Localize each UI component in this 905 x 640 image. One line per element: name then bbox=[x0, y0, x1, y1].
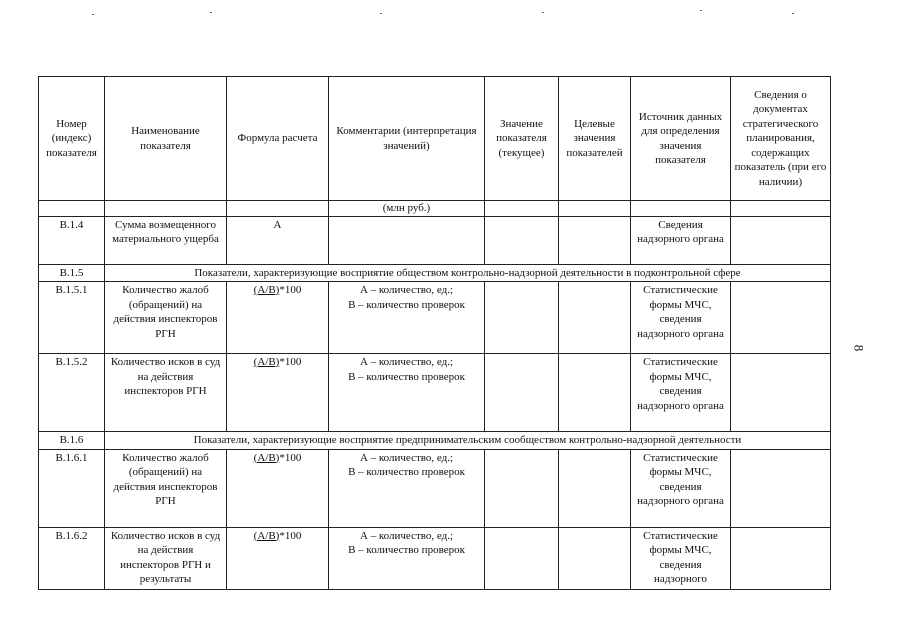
indicator-source: Статистические формы МЧС, сведения надзорного bbox=[631, 527, 731, 589]
section-number: В.1.6 bbox=[39, 432, 105, 450]
indicator-current-value bbox=[485, 282, 559, 354]
section-row bbox=[39, 264, 831, 282]
formula-ratio: (А/В) bbox=[253, 529, 280, 542]
scan-speck bbox=[792, 13, 794, 14]
scan-speck bbox=[380, 13, 382, 14]
formula-multiplier: *100 bbox=[279, 284, 302, 296]
table-row bbox=[39, 282, 831, 354]
indicator-target-value bbox=[559, 527, 631, 589]
indicator-target-value bbox=[559, 282, 631, 354]
unit-row bbox=[39, 201, 831, 217]
comment-line-a: А – количество, ед.; bbox=[359, 451, 454, 464]
header-cell: Комментарии (интерпретация значений) bbox=[329, 77, 485, 201]
indicator-number: В.1.4 bbox=[39, 216, 105, 264]
indicator-comment bbox=[329, 282, 485, 354]
header-cell: Источник данных для определения значения показателя bbox=[631, 77, 731, 201]
comment-line-b: В – количество проверок bbox=[348, 298, 465, 311]
indicator-formula bbox=[227, 282, 329, 354]
indicator-name: Сумма возмещенного материального ущерба bbox=[105, 216, 227, 264]
comment-line-b: В – количество проверок bbox=[348, 370, 465, 383]
formula-ratio: (А/В) bbox=[253, 356, 280, 368]
indicator-strategic-docs bbox=[731, 282, 831, 354]
indicator-strategic-docs bbox=[731, 449, 831, 527]
table-header-row bbox=[39, 77, 831, 201]
formula-multiplier: *100 bbox=[279, 529, 302, 542]
comment-line-a: А – количество, ед.; bbox=[359, 284, 454, 296]
unit-label: (млн руб.) bbox=[329, 201, 485, 217]
indicator-comment bbox=[329, 527, 485, 589]
table-row bbox=[39, 216, 831, 264]
indicator-table bbox=[38, 76, 831, 590]
indicator-number: В.1.5.2 bbox=[39, 354, 105, 432]
indicator-formula: А bbox=[227, 216, 329, 264]
indicator-current-value bbox=[485, 216, 559, 264]
indicator-target-value bbox=[559, 216, 631, 264]
formula-multiplier: *100 bbox=[279, 451, 302, 464]
indicator-current-value bbox=[485, 449, 559, 527]
indicator-source: Статистические формы МЧС, сведения надзорного органа bbox=[631, 449, 731, 527]
section-title: Показатели, характеризующие восприятие обществом контрольно-надзорной деятельности в подконтрольной сфере bbox=[105, 264, 831, 282]
scan-speck bbox=[700, 10, 702, 11]
indicator-formula bbox=[227, 449, 329, 527]
indicator-table-container bbox=[38, 76, 830, 590]
header-cell: Формула расчета bbox=[227, 77, 329, 201]
indicator-formula bbox=[227, 354, 329, 432]
section-number: В.1.5 bbox=[39, 264, 105, 282]
indicator-strategic-docs bbox=[731, 354, 831, 432]
header-cell: Номер (индекс) показателя bbox=[39, 77, 105, 201]
indicator-number: В.1.5.1 bbox=[39, 282, 105, 354]
indicator-comment bbox=[329, 354, 485, 432]
indicator-name: Количество жалоб (обращений) на действия инспекторов РГН bbox=[105, 449, 227, 527]
indicator-number: В.1.6.1 bbox=[39, 449, 105, 527]
indicator-name: Количество исков в суд на действия инспекторов РГН и результаты bbox=[105, 527, 227, 589]
header-cell: Значение показателя (текущее) bbox=[485, 77, 559, 201]
indicator-target-value bbox=[559, 449, 631, 527]
table-row bbox=[39, 354, 831, 432]
indicator-current-value bbox=[485, 527, 559, 589]
table-row bbox=[39, 527, 831, 589]
section-row bbox=[39, 432, 831, 450]
formula-ratio: (А/В) bbox=[253, 451, 280, 464]
indicator-strategic-docs bbox=[731, 216, 831, 264]
header-cell: Сведения о документах стратегического планирования, содержащих показатель (при его наличии) bbox=[731, 77, 831, 201]
indicator-comment bbox=[329, 449, 485, 527]
section-title: Показатели, характеризующие восприятие предпринимательским сообществом контрольно-надзорной деятельности bbox=[105, 432, 831, 450]
header-cell: Наименование показателя bbox=[105, 77, 227, 201]
page-number: 8 bbox=[851, 344, 867, 352]
indicator-comment bbox=[329, 216, 485, 264]
header-cell: Целевые значения показателей bbox=[559, 77, 631, 201]
table-row bbox=[39, 449, 831, 527]
indicator-name: Количество исков в суд на действия инспекторов РГН bbox=[105, 354, 227, 432]
scan-speck bbox=[210, 12, 212, 13]
scan-speck bbox=[92, 14, 94, 15]
indicator-formula bbox=[227, 527, 329, 589]
comment-line-b: В – количество проверок bbox=[348, 544, 465, 556]
indicator-source: Сведения надзорного органа bbox=[631, 216, 731, 264]
comment-line-a: А – количество, ед.; bbox=[359, 356, 454, 368]
scan-speck bbox=[542, 12, 544, 13]
comment-line-b: В – количество проверок bbox=[348, 466, 465, 478]
indicator-current-value bbox=[485, 354, 559, 432]
formula-multiplier: *100 bbox=[279, 356, 302, 368]
indicator-source: Статистические формы МЧС, сведения надзорного органа bbox=[631, 282, 731, 354]
indicator-target-value bbox=[559, 354, 631, 432]
indicator-strategic-docs bbox=[731, 527, 831, 589]
indicator-name: Количество жалоб (обращений) на действия инспекторов РГН bbox=[105, 282, 227, 354]
indicator-number: В.1.6.2 bbox=[39, 527, 105, 589]
comment-line-a: А – количество, ед.; bbox=[359, 529, 454, 542]
formula-ratio: (А/В) bbox=[253, 284, 280, 296]
indicator-source: Статистические формы МЧС, сведения надзорного органа bbox=[631, 354, 731, 432]
